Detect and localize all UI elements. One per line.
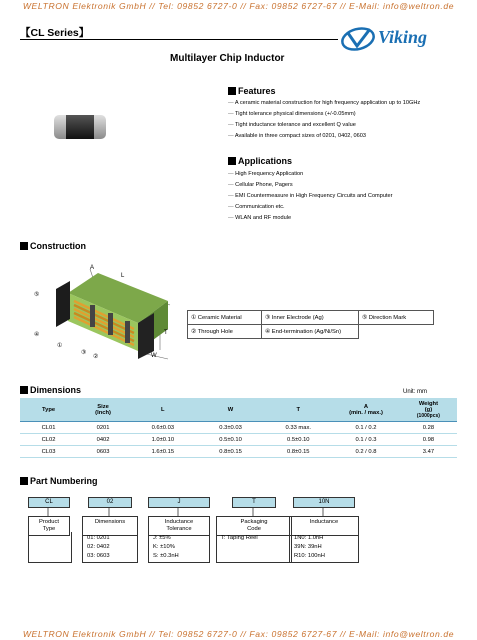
bullet-square-icon: [228, 87, 236, 95]
table-cell: 0603: [77, 446, 129, 458]
viking-logo: [340, 24, 456, 54]
list-item: — EMI Countermeasure in High Frequency Circuits and Computer: [228, 191, 392, 202]
list-item: — Cellular Phone, Pagers: [228, 180, 392, 191]
legend-cell: ② Through Hole: [188, 325, 262, 339]
construction-legend: [187, 310, 434, 339]
label-line: Inductance: [309, 519, 339, 525]
features-heading: [228, 86, 276, 96]
table-header-row: [20, 398, 457, 422]
table-cell: 0.8±0.15: [264, 446, 332, 458]
logo-text: Viking: [378, 27, 428, 47]
col-t: T: [264, 398, 332, 422]
code-box: CL: [28, 497, 70, 508]
construction-diagram: [30, 255, 185, 367]
legend-cell: ③ Inner Electrode (Ag): [262, 311, 359, 325]
table-cell: 0.98: [400, 434, 457, 446]
col-weight: [400, 398, 457, 422]
series-underline: [20, 39, 338, 40]
list-item: — Communication etc.: [228, 202, 392, 213]
construction-heading-label: Construction: [30, 241, 86, 251]
applications-heading: [228, 156, 292, 166]
table-cell: 1.0±0.10: [129, 434, 197, 446]
label-line: Product: [39, 519, 59, 525]
list-item: — Tight inductance tolerance and excellent Q value: [228, 120, 420, 131]
values-box: [148, 532, 210, 563]
col-l: L: [129, 398, 197, 422]
value-line: 01: 0201: [87, 535, 110, 541]
code-box: J: [148, 497, 210, 508]
code-box: 02: [88, 497, 132, 508]
page-title: Multilayer Chip Inductor: [170, 53, 285, 64]
values-box: [28, 532, 72, 563]
table-cell: 0201: [77, 422, 129, 434]
applications-heading-label: Applications: [238, 156, 293, 166]
table-cell: 0.5±0.10: [197, 434, 265, 446]
list-item: — Available in three compact sizes of 0201, 0402, 0603: [228, 131, 420, 142]
construction-heading: [20, 241, 86, 251]
bullet-square-icon: [228, 157, 236, 165]
col-weight-unit: (g): [424, 406, 433, 413]
value-line: J: ±5%: [153, 535, 171, 541]
col-w: W: [197, 398, 265, 422]
dimensions-heading: [20, 385, 81, 395]
col-size: [77, 398, 129, 422]
list-item: — Tight tolerance physical dimensions (+/-0.05mm): [228, 109, 420, 120]
value-line: 1N0: 1.0nH: [294, 535, 324, 541]
list-item: — A ceramic material construction for high frequency application up to 10GHz: [228, 98, 420, 109]
value-line: 39N: 39nH: [294, 544, 322, 550]
table-cell: 0.1 / 0.3: [332, 434, 400, 446]
chip-image: [52, 111, 108, 143]
value-line: T: Taping Reel: [221, 535, 258, 541]
col-weight-label: Weight: [418, 400, 439, 407]
code-box: 10N: [293, 497, 355, 508]
col-type: Type: [20, 398, 77, 422]
part-numbering-heading-label: Part Numbering: [30, 476, 98, 486]
value-line: 02: 0402: [87, 544, 110, 550]
table-cell: 3.47: [400, 446, 457, 458]
dim-label-a: A: [90, 265, 95, 271]
label-line: Packaging: [240, 519, 268, 525]
table-row: [20, 422, 457, 434]
col-a-sub: (min. / max.): [349, 409, 383, 416]
table-cell: 0.1 / 0.2: [332, 422, 400, 434]
dim-label-l: L: [121, 273, 125, 279]
dimensions-heading-label: Dimensions: [30, 385, 82, 395]
list-item: — WLAN and RF module: [228, 213, 392, 224]
table-cell: 0.5±0.10: [264, 434, 332, 446]
legend-cell: ④ End-termination (Ag/Ni/Sn): [262, 325, 359, 339]
col-a-label: A: [363, 403, 369, 410]
table-cell: 0.33 max.: [264, 422, 332, 434]
marker-1: ①: [57, 343, 63, 349]
features-heading-label: Features: [238, 86, 276, 96]
marker-5: ⑤: [34, 292, 40, 298]
col-size-sub: (Inch): [95, 409, 111, 416]
table-row: [20, 434, 457, 446]
value-line: S: ±0.3nH: [153, 553, 179, 559]
legend-cell: [359, 325, 434, 339]
value-line: R10: 100nH: [294, 553, 325, 559]
legend-cell: ⑤ Direction Mark: [359, 311, 434, 325]
label-line: Inductance: [164, 519, 194, 525]
features-list: [228, 98, 420, 142]
table-cell: CL03: [20, 446, 77, 458]
table-cell: 0.28: [400, 422, 457, 434]
value-line: 03: 0603: [87, 553, 110, 559]
table-cell: 0.3±0.03: [197, 422, 265, 434]
value-line: K: ±10%: [153, 544, 175, 550]
table-row: [20, 446, 457, 458]
dim-label-w: W: [151, 353, 157, 359]
table-cell: 0.6±0.03: [129, 422, 197, 434]
label-line: Type: [42, 526, 56, 532]
list-item: — High Frequency Application: [228, 169, 392, 180]
applications-list: [228, 169, 392, 224]
part-numbering-heading: [20, 476, 98, 486]
bullet-square-icon: [20, 242, 28, 250]
table-cell: 1.6±0.15: [129, 446, 197, 458]
marker-2: ②: [93, 354, 99, 360]
bullet-square-icon: [20, 386, 28, 394]
marker-4: ④: [34, 332, 40, 338]
col-size-label: Size: [97, 403, 109, 410]
marker-3: ③: [81, 350, 87, 356]
values-box: [82, 532, 138, 563]
dim-label-t: T: [164, 330, 168, 336]
values-box: [289, 532, 359, 563]
footer-banner: WELTRON Elektronik GmbH // Tel: 09852 6727-0 // Fax: 09852 6727-67 // E-Mail: info@weltron.de: [22, 629, 455, 639]
bullet-square-icon: [20, 477, 28, 485]
legend-cell: ① Ceramic Material: [188, 311, 262, 325]
viking-swoosh-icon: [340, 24, 378, 54]
table-cell: 0402: [77, 434, 129, 446]
legend-row: [188, 325, 434, 339]
code-box: T: [232, 497, 276, 508]
table-cell: CL02: [20, 434, 77, 446]
values-box: [216, 532, 292, 563]
col-weight-qty: (1000pcs): [416, 412, 440, 419]
legend-row: [188, 311, 434, 325]
unit-label: Unit: mm: [403, 389, 427, 395]
col-a: [332, 398, 400, 422]
table-cell: 0.8±0.15: [197, 446, 265, 458]
table-cell: 0.2 / 0.8: [332, 446, 400, 458]
dimensions-table: [20, 398, 457, 458]
series-title: 【CL Series】: [20, 27, 90, 39]
label-line: Code: [247, 526, 261, 532]
label-line: Dimensions: [94, 519, 126, 525]
table-cell: CL01: [20, 422, 77, 434]
label-line: Tolerance: [166, 526, 192, 532]
header-banner: WELTRON Elektronik GmbH // Tel: 09852 6727-0 // Fax: 09852 6727-67 // E-Mail: info@weltron.de: [22, 1, 455, 11]
